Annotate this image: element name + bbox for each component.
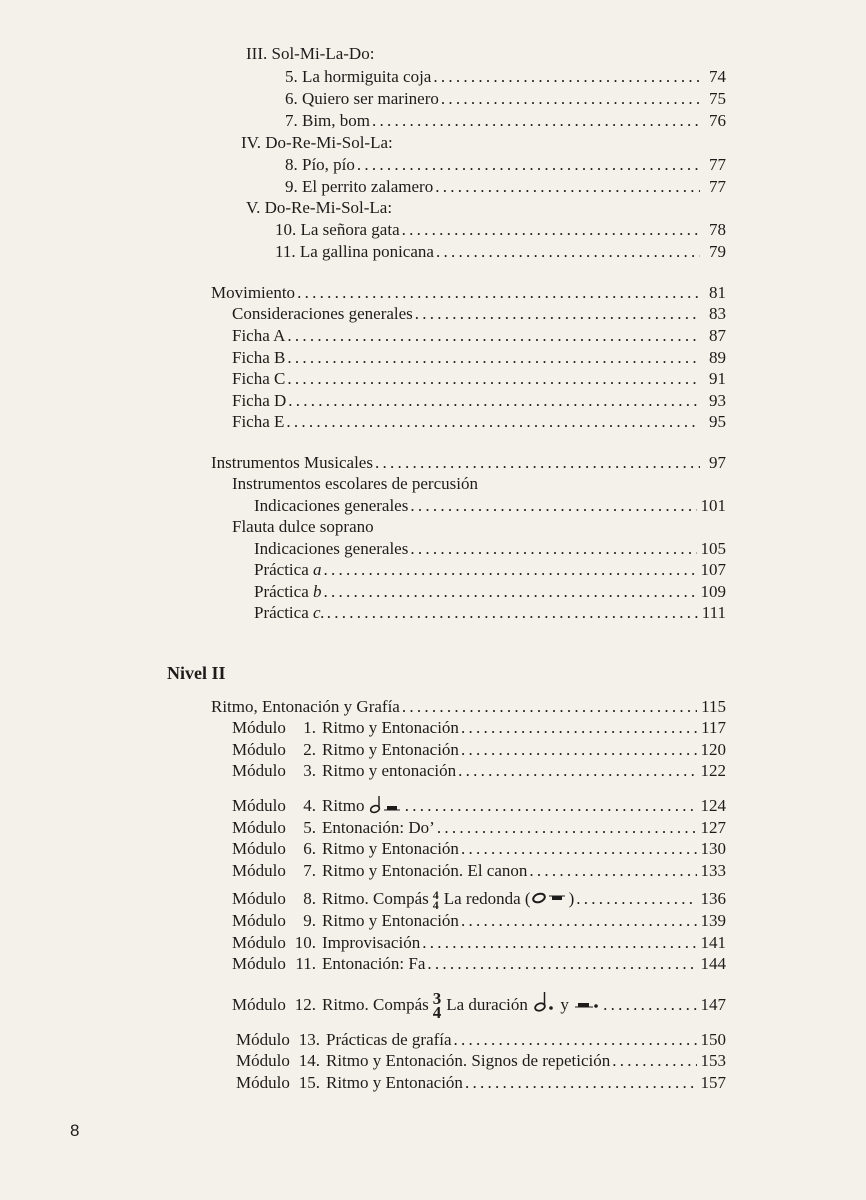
half-note-and-rest-icon — [369, 796, 403, 814]
dotted-half-note-icon — [532, 991, 556, 1013]
toc-entry[interactable]: 10. La señora gata . . . 78 — [275, 220, 726, 240]
subsection-heading: Instrumentos escolares de percusión — [232, 474, 478, 493]
toc-entry-module[interactable]: Módulo 3. Ritmo y entonación . . . 122 — [232, 761, 726, 781]
toc-entry[interactable]: Indicaciones generales . . . 101 — [254, 496, 726, 516]
toc-entry-module[interactable]: Módulo 13. Prácticas de grafía . . . 150 — [236, 1030, 726, 1050]
toc-entry-module[interactable]: Módulo 15. Ritmo y Entonación . . . 157 — [236, 1073, 726, 1093]
time-signature: 3 4 — [432, 989, 442, 1023]
whole-note-and-rest-icon — [531, 890, 569, 906]
toc-entry-module[interactable]: Módulo 4. Ritmo . . . 124 — [232, 796, 726, 816]
toc-entry-module[interactable]: Módulo 12. Ritmo. Compás 3 4 La duración y . . . 147 — [232, 991, 726, 1020]
toc-entry-module[interactable]: Módulo 1. Ritmo y Entonación . . . 117 — [232, 718, 726, 738]
toc-entry[interactable]: Ficha D . . . 93 — [232, 391, 726, 411]
toc-entry[interactable]: 11. La gallina ponicana . . . 79 — [275, 242, 726, 262]
toc-entry[interactable]: Práctica a . . . 107 — [254, 560, 726, 580]
toc-entry[interactable]: Ficha B . . . 89 — [232, 348, 726, 368]
toc-entry-module[interactable]: Módulo 9. Ritmo y Entonación . . . 139 — [232, 911, 726, 931]
toc-entry-module[interactable]: Módulo 7. Ritmo y Entonación. El canon . . . 133 — [232, 861, 726, 881]
toc-entry-module[interactable]: Módulo 10. Improvisación . . . 141 — [232, 933, 726, 953]
toc-entry-module[interactable]: Módulo 6. Ritmo y Entonación . . . 130 — [232, 839, 726, 859]
group-heading: IV. Do-Re-Mi-Sol-La: — [241, 133, 393, 152]
toc-entry-module[interactable]: Módulo 11. Entonación: Fa . . . 144 — [232, 954, 726, 974]
toc-entry-section[interactable]: Ritmo, Entonación y Grafía . . . 115 — [211, 697, 726, 717]
toc-entry-movimiento[interactable]: Movimiento . . . 81 — [211, 283, 726, 303]
page-number: 8 — [70, 1121, 80, 1140]
time-signature: 4 4 — [432, 888, 439, 913]
toc-entry[interactable]: Ficha A . . . 87 — [232, 326, 726, 346]
toc-entry-module[interactable]: Módulo 14. Ritmo y Entonación. Signos de repetición . . . 153 — [236, 1051, 726, 1071]
group-heading: III. Sol-Mi-La-Do: — [246, 44, 375, 63]
level-title: Nivel II — [167, 663, 226, 683]
toc-entry[interactable]: 6. Quiero ser marinero . . . 75 — [285, 89, 726, 109]
toc-entry-instrumentos[interactable]: Instrumentos Musicales . . . 97 — [211, 453, 726, 473]
toc-entry[interactable]: 5. La hormiguita coja . . . 74 — [285, 67, 726, 87]
toc-entry[interactable]: Indicaciones generales . . . 105 — [254, 539, 726, 559]
dotted-rest-icon — [573, 996, 601, 1012]
toc-entry[interactable]: Práctica b . . . 109 — [254, 582, 726, 602]
toc-entry[interactable]: 9. El perrito zalamero . . . 77 — [285, 177, 726, 197]
toc-entry-module[interactable]: Módulo 5. Entonación: Do’ . . . 127 — [232, 818, 726, 838]
toc-entry-module[interactable]: Módulo 8. Ritmo. Compás 4 4 La redonda ( ) . . . 136 — [232, 889, 726, 910]
toc-entry[interactable]: Práctica c. . . . 111 — [254, 603, 726, 623]
toc-entry[interactable]: Ficha E . . . 95 — [232, 412, 726, 432]
toc-entry[interactable]: Ficha C . . . 91 — [232, 369, 726, 389]
toc-entry[interactable]: 8. Pío, pío . . . 77 — [285, 155, 726, 175]
group-heading: V. Do-Re-Mi-Sol-La: — [246, 198, 393, 217]
toc-entry-module[interactable]: Módulo 2. Ritmo y Entonación . . . 120 — [232, 740, 726, 760]
subsection-heading: Flauta dulce soprano — [232, 517, 374, 536]
toc-entry[interactable]: Consideraciones generales . . . 83 — [232, 304, 726, 324]
toc-entry[interactable]: 7. Bim, bom . . . 76 — [285, 111, 726, 131]
